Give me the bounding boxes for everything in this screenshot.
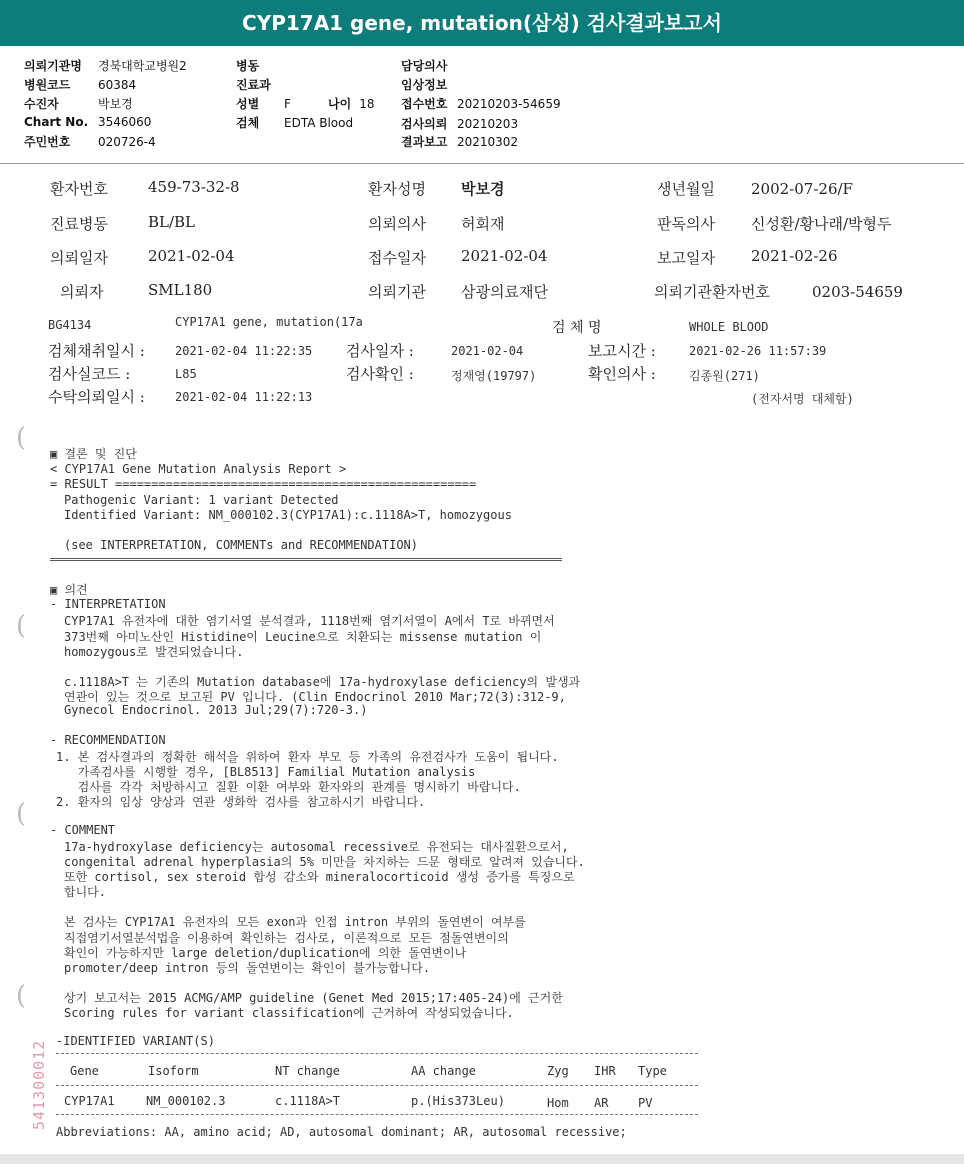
requester-label: 의뢰자: [60, 283, 104, 301]
comment2-line: promoter/deep intron 등의 돌연변이는 확인이 불가능합니다.: [64, 961, 431, 975]
td-isoform: NM_000102.3: [146, 1094, 226, 1108]
comment2-line: 확인이 가능하지만 large deletion/duplication에 의한 돌연변이나: [64, 946, 467, 960]
td-nt-change: c.1118A>T: [275, 1094, 341, 1108]
recv-date: 2021-02-04: [461, 247, 548, 265]
comment-line: 17a-hydroxylase deficiency는 autosomal recessive로 유전되는 대사질환으로서,: [64, 840, 569, 854]
comment3-line: Scoring rules for variant classification에 근거하여 작성되었습니다.: [64, 1006, 514, 1020]
comment2-line: 직접염기서열분석법을 이용하여 확인하는 검사로, 이론적으로 모든 점돌연변이의: [64, 931, 509, 945]
see-note: (see INTERPRETATION, COMMENTs and RECOMMENDATION): [64, 538, 419, 552]
test-date-label: 검사일자 :: [346, 342, 414, 360]
test-name: CYP17A1 gene, mutation(17a: [175, 315, 363, 329]
req-date: 2021-02-04: [148, 247, 235, 265]
interp2-line: Gynecol Endocrinol. 2013 Jul;29(7):720-3.): [64, 703, 368, 717]
interp-line: homozygous로 발견되었습니다.: [64, 645, 244, 659]
recv-date-label: 접수일자: [368, 249, 426, 267]
comment3-line: 상기 보고서는 2015 ACMG/AMP guideline (Genet Med 2015;17:405-24)에 근거한: [64, 991, 563, 1005]
interp2-line: 연관이 있는 것으로 보고된 PV 입니다. (Clin Endocrinol 2010 Mar;72(3):312-9,: [64, 690, 566, 704]
reading-doctors: 신성환/황나래/박형두: [751, 215, 892, 233]
table-rule: [56, 1114, 698, 1115]
th-gene: Gene: [70, 1064, 99, 1078]
scan-mark: (: [16, 423, 27, 453]
lab-code-label: 검사실코드 :: [48, 365, 131, 383]
req-org: 삼광의료재단: [461, 283, 548, 301]
bottom-scroll-area: [0, 1154, 964, 1164]
birth-label: 생년월일: [657, 180, 715, 198]
identified-variant: Identified Variant: NM_000102.3(CYP17A1):c.1118A>T, homozygous: [64, 508, 512, 522]
separator: [50, 558, 562, 561]
comment-line: 또한 cortisol, sex steroid 합성 감소와 mineralocorticoid 생성 증가를 특징으로: [64, 870, 575, 884]
info-age: 나이 18: [328, 97, 375, 111]
info-clinical: 임상정보: [401, 78, 448, 92]
comment2-line: 본 검사는 CYP17A1 유전자의 모든 exon과 인접 intron 부위의 돌연변이 여부를: [64, 915, 526, 929]
td-zyg: Hom: [547, 1096, 569, 1110]
esign-note: (전자서명 대체함): [751, 392, 854, 406]
info-id: 주민번호 020726-4: [24, 135, 156, 149]
result-label: = RESULT ==================================================: [50, 477, 477, 491]
interp-line: 373번째 아미노산인 Histidine이 Leucine으로 치환되는 missense mutation 이: [64, 630, 542, 644]
report-title: CYP17A1 gene, mutation(삼성) 검사결과보고서: [0, 0, 964, 46]
collect-label: 검체채취일시 :: [48, 342, 145, 360]
scan-mark: (: [16, 611, 27, 641]
table-rule: [56, 1085, 698, 1086]
th-isoform: Isoform: [148, 1064, 199, 1078]
table-rule: [56, 1053, 698, 1054]
scanned-report: [0, 165, 964, 1164]
comment-heading: - COMMENT: [50, 823, 116, 837]
pathogenic-variant: Pathogenic Variant: 1 variant Detected: [64, 493, 339, 507]
info-dept: 진료과: [236, 78, 271, 92]
info-request: 검사의뢰 20210203: [401, 117, 519, 131]
td-gene: CYP17A1: [64, 1094, 115, 1108]
recommendation-heading: - RECOMMENDATION: [50, 733, 166, 747]
info-ward: 병동: [236, 59, 260, 73]
abbreviations: Abbreviations: AA, amino acid; AD, autosomal dominant; AR, autosomal recessive;: [56, 1125, 627, 1139]
info-chart: Chart No. 3546060: [24, 115, 152, 129]
test-date: 2021-02-04: [451, 344, 524, 358]
reading-doctor-label: 판독의사: [657, 215, 715, 233]
doctor-value: 김종원(271): [689, 369, 760, 383]
org-patient-no: 0203-54659: [812, 283, 903, 301]
req-doctor-label: 의뢰의사: [368, 215, 426, 233]
lab-code: L85: [175, 367, 197, 381]
info-doctor: 담당의사: [401, 59, 448, 73]
test-code: BG4134: [48, 318, 92, 332]
info-result: 결과보고 20210302: [401, 135, 519, 149]
institution-info: [0, 46, 964, 164]
th-type: Type: [638, 1064, 667, 1078]
req-org-label: 의뢰기관: [368, 283, 426, 301]
td-type: PV: [638, 1096, 653, 1110]
requester: SML180: [148, 281, 213, 299]
report-date: 2021-02-26: [751, 247, 838, 265]
interp-line: CYP17A1 유전자에 대한 염기서열 분석결과, 1118번째 염기서열이 A에서 T로 바뀌면서: [64, 614, 555, 628]
conclusion-heading: ▣ 결론 및 진단: [50, 447, 137, 461]
info-hospital: 의뢰기관명 경북대학교병원2: [24, 59, 187, 73]
th-nt-change: NT change: [275, 1064, 341, 1078]
patient-name: 박보경: [461, 180, 505, 198]
confirm-label: 검사확인 :: [346, 365, 414, 383]
recom-line: 1. 본 검사결과의 정확한 해석을 위하여 환자 부모 등 가족의 유전검사가 도움이 됩니다.: [56, 750, 559, 764]
scan-mark: (: [16, 799, 27, 829]
th-ihr: IHR: [594, 1064, 616, 1078]
collect-value: 2021-02-04 11:22:35: [175, 344, 313, 358]
side-serial-number: 541300012: [30, 1039, 48, 1131]
org-patient-no-label: 의뢰기관환자번호: [654, 283, 770, 301]
report-subtitle: < CYP17A1 Gene Mutation Analysis Report >: [50, 462, 347, 476]
th-aa-change: AA change: [411, 1064, 477, 1078]
sample-label: 검 체 명: [552, 320, 602, 336]
patient-no-label: 환자번호: [50, 180, 108, 198]
birth-date: 2002-07-26/F: [751, 180, 853, 198]
interp2-line: c.1118A>T 는 기존의 Mutation database에 17a-hydroxylase deficiency의 발생과: [64, 675, 581, 689]
confirm-value: 정재영(19797): [451, 369, 537, 383]
info-specimen: 검체 EDTA Blood: [236, 116, 354, 130]
comment-line: congenital adrenal hyperplasia의 5% 미만을 차지하는 드문 형태로 알려져 있습니다.: [64, 855, 585, 869]
sample-value: WHOLE BLOOD: [689, 320, 769, 334]
info-sex: 성별 F: [236, 97, 291, 111]
scan-mark: (: [16, 981, 27, 1011]
comment-line: 합니다.: [64, 885, 107, 899]
recom-line: 가족검사를 시행할 경우, [BL8513] Familial Mutation analysis: [56, 765, 476, 779]
patient-name-label: 환자성명: [368, 180, 426, 198]
info-patient: 수진자 박보경: [24, 97, 133, 111]
identified-variants-heading: -IDENTIFIED VARIANT(S): [56, 1034, 215, 1048]
doctor-label: 확인의사 :: [588, 365, 656, 383]
patient-no: 459-73-32-8: [148, 178, 240, 196]
request-time-label: 수탁의뢰일시 :: [48, 388, 145, 406]
ward-label: 진료병동: [50, 215, 108, 233]
interpretation-heading: - INTERPRETATION: [50, 597, 166, 611]
info-hospital-code: 병원코드 60384: [24, 78, 137, 92]
th-zyg: Zyg: [547, 1064, 569, 1078]
ward: BL/BL: [148, 213, 196, 231]
request-time: 2021-02-04 11:22:13: [175, 390, 313, 404]
td-ihr: AR: [594, 1096, 609, 1110]
opinion-heading: ▣ 의견: [50, 583, 88, 597]
recom-line: 검사를 각각 처방하시고 질환 이환 여부와 환자와의 관계를 명시하기 바랍니다.: [56, 780, 521, 794]
td-aa-change: p.(His373Leu): [411, 1094, 505, 1108]
recom-line: 2. 환자의 임상 양상과 연관 생화학 검사를 참고하시기 바랍니다.: [56, 795, 426, 809]
info-receipt: 접수번호 20210203-54659: [401, 97, 561, 111]
report-date-label: 보고일자: [657, 249, 715, 267]
req-doctor: 허회재: [461, 215, 505, 233]
report-time-label: 보고시간 :: [588, 342, 656, 360]
req-date-label: 의뢰일자: [50, 249, 108, 267]
report-time: 2021-02-26 11:57:39: [689, 344, 827, 358]
